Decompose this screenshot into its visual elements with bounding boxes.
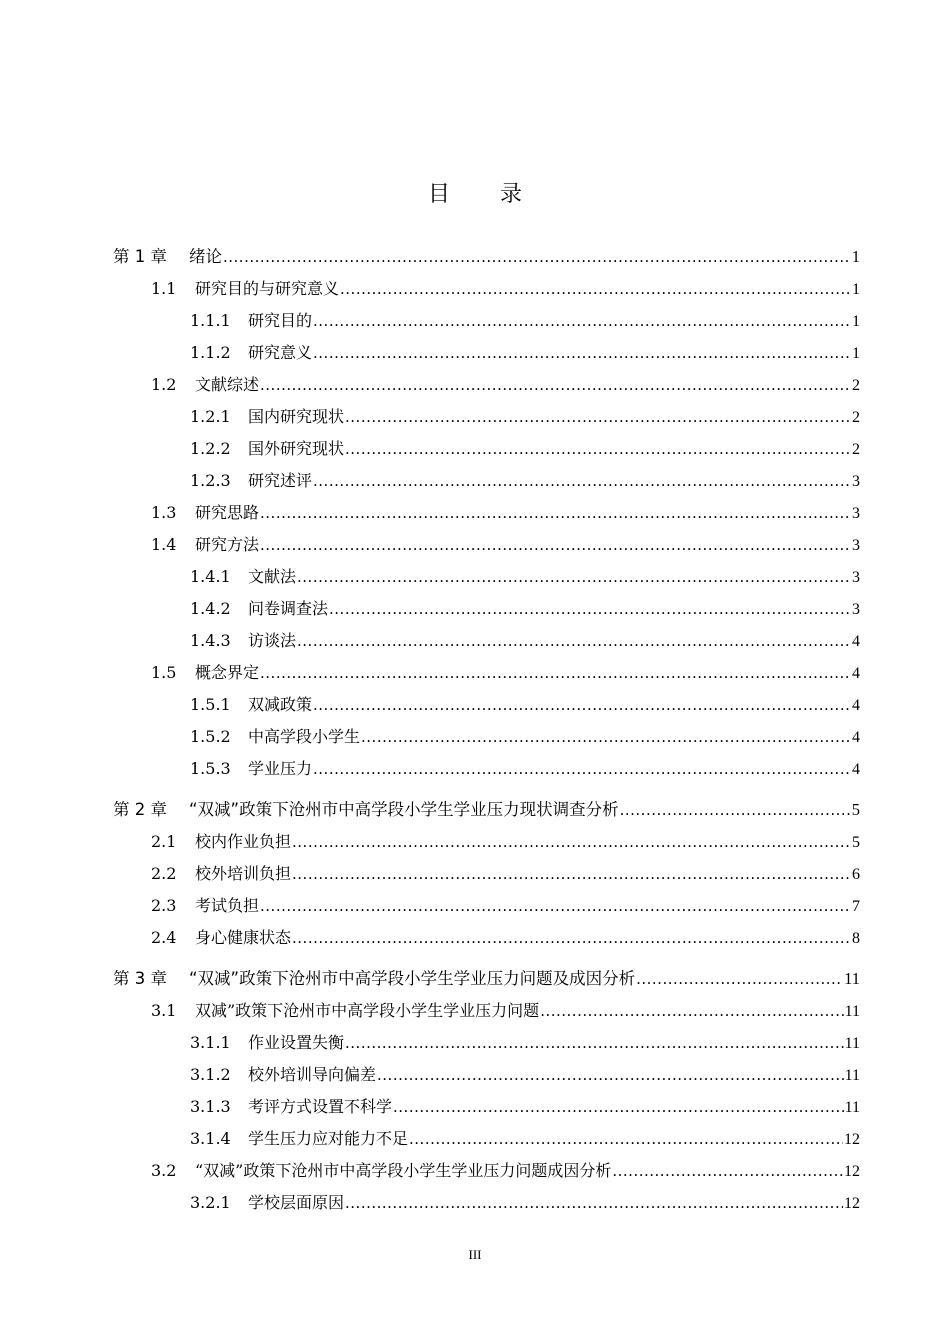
toc-entry-number: 1.1.2 [190, 343, 231, 362]
toc-entry-number: 2.2 [151, 864, 177, 883]
toc-entry[interactable] [113, 465, 860, 497]
toc-entry[interactable] [113, 826, 860, 858]
toc-entry-number: 1.2.2 [190, 439, 231, 458]
toc-entry[interactable] [113, 497, 860, 529]
toc-entry-number: 3.2 [151, 1161, 177, 1180]
toc-dot-leader [297, 561, 851, 593]
toc-entry-title: 研究目的 [248, 311, 313, 330]
toc-entry[interactable] [113, 1091, 860, 1123]
toc-entry-page: 5 [851, 800, 860, 819]
toc-entry[interactable] [113, 401, 860, 433]
toc-entry-page: 4 [852, 665, 860, 682]
toc-entry-page: 1 [852, 345, 860, 362]
toc-entry[interactable] [113, 689, 860, 721]
toc-entry-number: 3.1.4 [190, 1129, 231, 1148]
toc-entry-number: 1.4.1 [190, 567, 231, 586]
toc-entry-number: 3.1.1 [190, 1033, 231, 1052]
toc-entry-title: “双减”政策下沧州市中高学段小学生学业压力问题成因分析 [195, 1161, 612, 1180]
toc-entry-title: 校内作业负担 [195, 832, 292, 851]
toc-entry[interactable] [113, 1155, 860, 1187]
toc-entry[interactable] [113, 273, 860, 305]
toc-dot-leader [260, 497, 851, 529]
toc-entry[interactable] [113, 922, 860, 954]
toc-entry-number: 1.2 [151, 375, 177, 394]
toc-entry-title: 双减政策 [248, 695, 313, 714]
toc-entry[interactable] [113, 625, 860, 657]
toc-entry-number: 1.5.2 [190, 727, 231, 746]
toc-entry-number: 第 1 章 [113, 247, 167, 266]
toc-dot-leader [340, 273, 851, 305]
toc-dot-leader [620, 794, 851, 826]
toc-dot-leader [329, 593, 851, 625]
toc-entry[interactable] [113, 858, 860, 890]
toc-entry-page: 3 [852, 505, 860, 522]
toc-dot-leader [260, 529, 851, 561]
toc-entry[interactable] [113, 963, 860, 995]
toc-entry[interactable] [113, 369, 860, 401]
toc-entry-title: 学业压力 [248, 759, 313, 778]
toc-entry-number: 3.1 [151, 1001, 177, 1020]
toc-entry-page: 12 [844, 1163, 860, 1180]
toc-entry-page: 4 [852, 697, 860, 714]
toc-entry[interactable] [113, 995, 860, 1027]
toc-entry-number: 1.2.3 [190, 471, 231, 490]
toc-entry-number: 2.4 [151, 928, 177, 947]
toc-entry-title: 国内研究现状 [248, 407, 345, 426]
toc-entry-page: 11 [844, 1035, 860, 1052]
toc-entry-title: 文献法 [248, 567, 297, 586]
page-number-footer: III [468, 1247, 482, 1262]
toc-entry-title: 校外培训负担 [195, 864, 292, 883]
toc-dot-leader [292, 922, 851, 954]
toc-entry-number: 1.1 [151, 279, 177, 298]
toc-entry-title: 文献综述 [195, 375, 260, 394]
toc-entry-number: 1.3 [151, 503, 177, 522]
toc-dot-leader [313, 689, 851, 721]
table-of-contents [113, 241, 860, 1219]
toc-entry-title: “双减”政策下沧州市中高学段小学生学业压力现状调查分析 [189, 800, 619, 819]
toc-entry-title: 中高学段小学生 [248, 727, 361, 746]
toc-entry[interactable] [113, 794, 860, 826]
toc-dot-leader [223, 241, 851, 273]
toc-entry-page: 1 [852, 313, 860, 330]
toc-dot-leader [292, 858, 851, 890]
toc-entry-page: 12 [844, 1131, 860, 1148]
toc-dot-leader [297, 625, 851, 657]
toc-entry-title: 双减”政策下沧州市中高学段小学生学业压力问题 [195, 1001, 540, 1020]
toc-entry-number: 1.5 [151, 663, 177, 682]
toc-entry[interactable] [113, 1123, 860, 1155]
toc-entry[interactable] [113, 890, 860, 922]
toc-entry-page: 2 [852, 409, 860, 426]
toc-entry-title: 作业设置失衡 [248, 1033, 345, 1052]
toc-entry-title: 研究述评 [248, 471, 313, 490]
toc-entry[interactable] [113, 529, 860, 561]
toc-entry-page: 12 [844, 1195, 860, 1212]
toc-entry-page: 5 [852, 834, 860, 851]
toc-entry-title: 学校层面原因 [248, 1193, 345, 1212]
toc-entry-number: 3.1.2 [190, 1065, 231, 1084]
toc-entry-number: 1.2.1 [190, 407, 231, 426]
toc-dot-leader [612, 1155, 843, 1187]
toc-dot-leader [260, 369, 851, 401]
toc-entry-number: 1.1.1 [190, 311, 231, 330]
toc-entry-title: 研究思路 [195, 503, 260, 522]
toc-dot-leader [260, 890, 851, 922]
toc-entry-number: 2.1 [151, 832, 177, 851]
toc-entry-page: 3 [852, 537, 860, 554]
toc-entry-page: 3 [852, 569, 860, 586]
toc-entry-title: 绪论 [189, 247, 222, 266]
toc-entry-title: 国外研究现状 [248, 439, 345, 458]
toc-dot-leader [409, 1123, 843, 1155]
toc-entry[interactable] [113, 593, 860, 625]
toc-entry[interactable] [113, 337, 860, 369]
toc-entry-page: 8 [852, 930, 860, 947]
toc-entry[interactable] [113, 433, 860, 465]
toc-dot-leader [260, 657, 851, 689]
toc-dot-leader [540, 995, 843, 1027]
toc-entry-page: 3 [852, 601, 860, 618]
toc-dot-leader [636, 963, 843, 995]
toc-entry-page: 11 [844, 1003, 860, 1020]
toc-dot-leader [361, 721, 851, 753]
toc-entry-number: 1.5.1 [190, 695, 231, 714]
toc-entry-page: 4 [852, 761, 860, 778]
toc-entry-title: 研究目的与研究意义 [195, 279, 340, 298]
toc-dot-leader [345, 433, 851, 465]
toc-entry-title: 身心健康状态 [195, 928, 292, 947]
toc-entry-title: 问卷调查法 [248, 599, 329, 618]
toc-dot-leader [313, 305, 851, 337]
toc-entry[interactable] [113, 753, 860, 785]
toc-entry-number: 2.3 [151, 896, 177, 915]
toc-entry-page: 2 [852, 441, 860, 458]
toc-entry-number: 3.1.3 [190, 1097, 231, 1116]
toc-entry-title: 考试负担 [195, 896, 260, 915]
toc-entry-page: 11 [844, 969, 860, 988]
toc-entry[interactable] [113, 657, 860, 689]
toc-entry-number: 3.2.1 [190, 1193, 231, 1212]
toc-title: 目录 [427, 182, 572, 207]
toc-dot-leader [345, 1027, 844, 1059]
toc-entry-title: 校外培训导向偏差 [248, 1065, 377, 1084]
toc-dot-leader [377, 1059, 844, 1091]
toc-entry-number: 1.4.2 [190, 599, 231, 618]
toc-entry-title: 概念界定 [195, 663, 260, 682]
toc-entry-title: 研究方法 [195, 535, 260, 554]
toc-entry-title: 学生压力应对能力不足 [248, 1129, 409, 1148]
toc-entry-page: 11 [844, 1067, 860, 1084]
toc-entry-page: 1 [852, 281, 860, 298]
toc-entry-number: 1.5.3 [190, 759, 231, 778]
toc-entry-page: 2 [852, 377, 860, 394]
toc-entry-title: 考评方式设置不科学 [248, 1097, 393, 1116]
toc-entry-title: 访谈法 [248, 631, 297, 650]
toc-entry-page: 6 [852, 866, 860, 883]
toc-dot-leader [345, 1187, 843, 1219]
toc-dot-leader [393, 1091, 844, 1123]
toc-entry[interactable] [113, 1059, 860, 1091]
toc-entry-number: 第 2 章 [113, 800, 167, 819]
toc-entry-number: 第 3 章 [113, 969, 167, 988]
toc-entry-page: 4 [852, 729, 860, 746]
toc-entry-number: 1.4.3 [190, 631, 231, 650]
toc-entry-page: 3 [852, 473, 860, 490]
toc-entry[interactable] [113, 721, 860, 753]
toc-entry-title: “双减”政策下沧州市中高学段小学生学业压力问题及成因分析 [189, 969, 636, 988]
toc-entry[interactable] [113, 561, 860, 593]
toc-dot-leader [292, 826, 851, 858]
toc-entry-number: 1.4 [151, 535, 177, 554]
toc-entry[interactable] [113, 241, 860, 273]
toc-entry[interactable] [113, 305, 860, 337]
toc-entry-page: 11 [844, 1099, 860, 1116]
toc-dot-leader [313, 465, 851, 497]
toc-entry-page: 4 [852, 633, 860, 650]
toc-dot-leader [313, 753, 851, 785]
toc-entry-page: 7 [852, 898, 860, 915]
toc-dot-leader [313, 337, 851, 369]
toc-entry[interactable] [113, 1187, 860, 1219]
toc-entry-page: 1 [851, 247, 860, 266]
toc-dot-leader [345, 401, 851, 433]
toc-entry-title: 研究意义 [248, 343, 313, 362]
toc-entry[interactable] [113, 1027, 860, 1059]
